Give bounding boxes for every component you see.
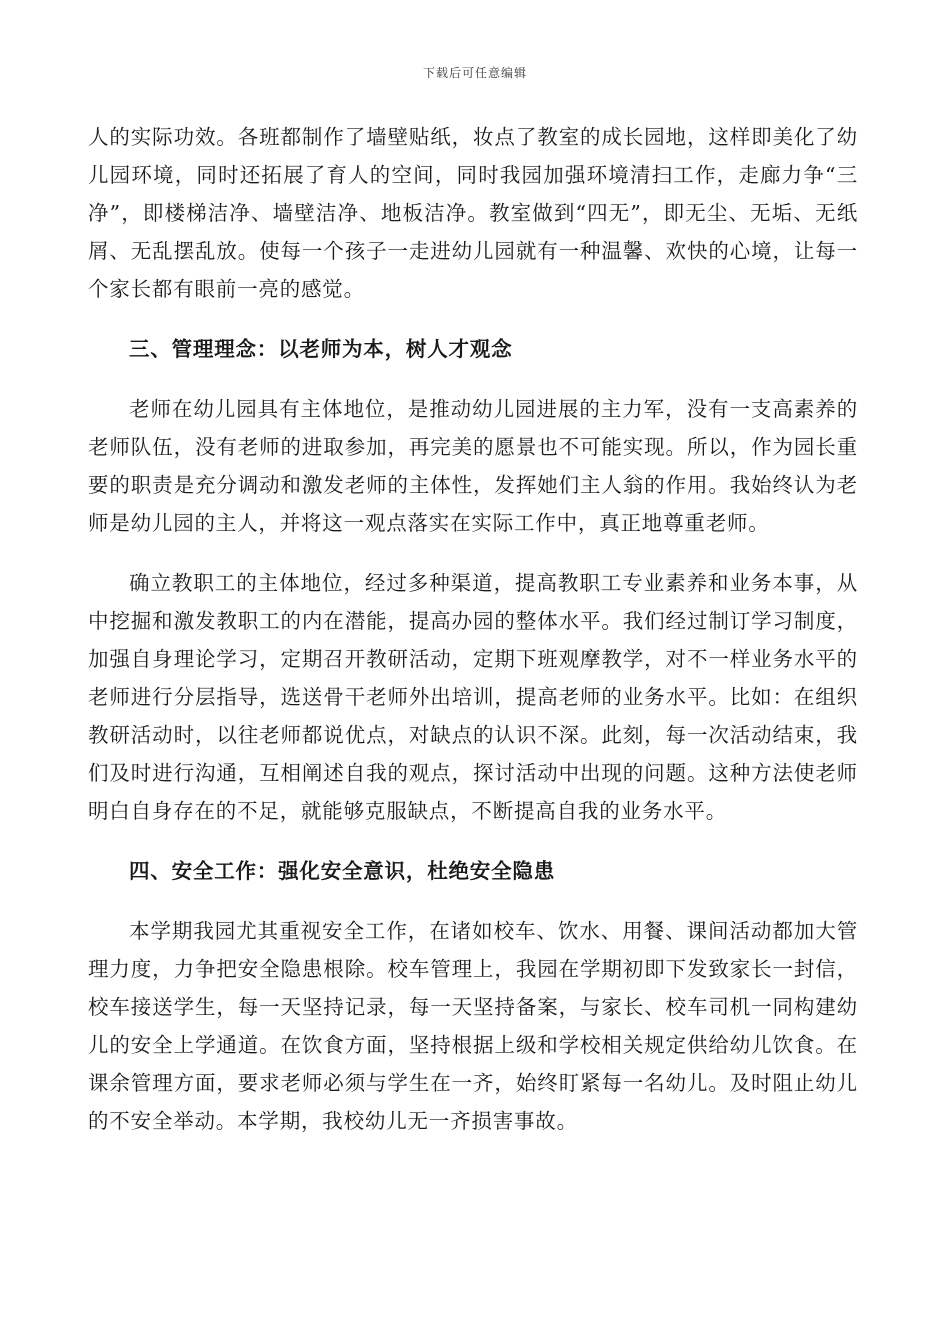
document-body [88,118,858,1140]
header-note: 下载后可任意编辑 [422,66,527,80]
paragraph-management-2: 确立教职工的主体地位，经过多种渠道，提高教职工专业素养和业务本事，从中挖掘和激发教职工的内在潜能，提高办园的整体水平。我们经过制订学习制度，加强自身理论学习，定期召开教研活动，定期下班观摩教学，对不一样业务水平的老师进行分层指导，选送骨干老师外出培训，提高老师的业务水平。比如：在组织教研活动时，以往老师都说优点，对缺点的认识不深。此刻，每一次活动结束，我们及时进行沟通，互相阐述自我的观点，探讨活动中出现的问题。这种方法使老师明白自身存在的不足，就能够克服缺点，不断提高自我的业务水平。 [88,571,858,823]
paragraph-safety-1: 本学期我园尤其重视安全工作，在诸如校车、饮水、用餐、课间活动都加大管理力度，力争把安全隐患根除。校车管理上，我园在学期初即下发致家长一封信，校车接送学生，每一天坚持记录，每一天坚持备案，与家长、校车司机一同构建幼儿的安全上学通道。在饮食方面，坚持根据上级和学校相关规定供给幼儿饮食。在课余管理方面，要求老师必须与学生在一齐，始终盯紧每一名幼儿。及时阻止幼儿的不安全举动。本学期，我校幼儿无一齐损害事故。 [88,919,858,1133]
section-heading-safety: 四、安全工作：强化安全意识，杜绝安全隐患 [129,859,555,883]
section-heading-management: 三、管理理念：以老师为本，树人才观念 [129,337,513,361]
paragraph-management-1: 老师在幼儿园具有主体地位，是推动幼儿园进展的主力军，没有一支高素养的老师队伍，没有老师的进取参加，再完美的愿景也不可能实现。所以，作为园长重要的职责是充分调动和激发老师的主体性，发挥她们主人翁的作用。我始终认为老师是幼儿园的主人，并将这一观点落实在实际工作中，真正地尊重老师。 [88,397,858,535]
paragraph-intro: 人的实际功效。各班都制作了墙壁贴纸，妆点了教室的成长园地，这样即美化了幼儿园环境，同时还拓展了育人的空间，同时我园加强环境清扫工作，走廊力争“三净”，即楼梯洁净、墙壁洁净、地板洁净。教室做到“四无”，即无尘、无垢、无纸屑、无乱摆乱放。使每一个孩子一走进幼儿园就有一种温馨、欢快的心境，让每一个家长都有眼前一亮的感觉。 [88,125,858,301]
